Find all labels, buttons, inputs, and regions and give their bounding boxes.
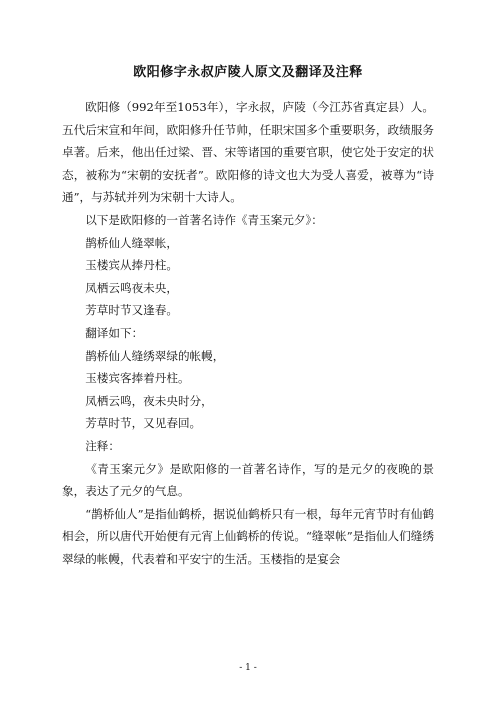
translation-heading: 翻译如下： — [85, 325, 144, 340]
translation-line: 凤栖云鸣，夜未央时分， — [85, 393, 213, 408]
paragraph-intro: 欧阳修（992年至1053年），字永叔，庐陵（今江苏省真定县）人。五代后宋宣和年间，欧阳修升任节帅，任职宋国多个重要职务，政绩服务卓著。后来，他出任过梁、晋、宋等诸国的重要官职，使它处于安定的状态，被称为“宋朝的安抚者”。欧阳修的诗文也大为受人喜爱，被尊为“诗通”，与苏轼并列为宋朝十大诗人。 — [62, 100, 434, 205]
poem-line: 鹊桥仙人缝翠帐， — [85, 235, 178, 250]
translation-line: 玉楼宾客捧着丹柱。 — [85, 371, 190, 386]
translation-line: 芳草时节，又见春回。 — [85, 416, 202, 431]
paragraph-poem-intro: 以下是欧阳修的一首著名诗作《青玉案元夕》： — [85, 212, 323, 227]
translation-line: 鹊桥仙人缝绣翠绿的帐幔， — [85, 348, 225, 363]
notes-paragraph: “鹊桥仙人”是指仙鹤桥，据说仙鹤桥只有一根，每年元宵节时有仙鹤相会，所以唐代开始便有元宵上仙鹤桥的传说。“缝翠帐”是指仙人们缝绣翠绿的帐幔，代表着和平安宁的生活。玉楼指的是宴会 — [62, 506, 434, 566]
document-title: 欧阳修字永叔庐陵人原文及翻译及注释 — [133, 65, 363, 80]
page-number: - 1 - — [239, 663, 257, 673]
notes-paragraph: 《青玉案元夕》是欧阳修的一首著名诗作，写的是元夕的夜晚的景象，表达了元夕的气息。 — [62, 461, 434, 499]
poem-line: 凤栖云鸣夜未央， — [85, 280, 178, 295]
document-body — [62, 96, 434, 570]
notes-heading: 注释： — [85, 438, 120, 453]
poem-line: 玉楼宾从捧丹柱。 — [85, 258, 178, 273]
poem-line: 芳草时节又逢春。 — [85, 303, 178, 318]
